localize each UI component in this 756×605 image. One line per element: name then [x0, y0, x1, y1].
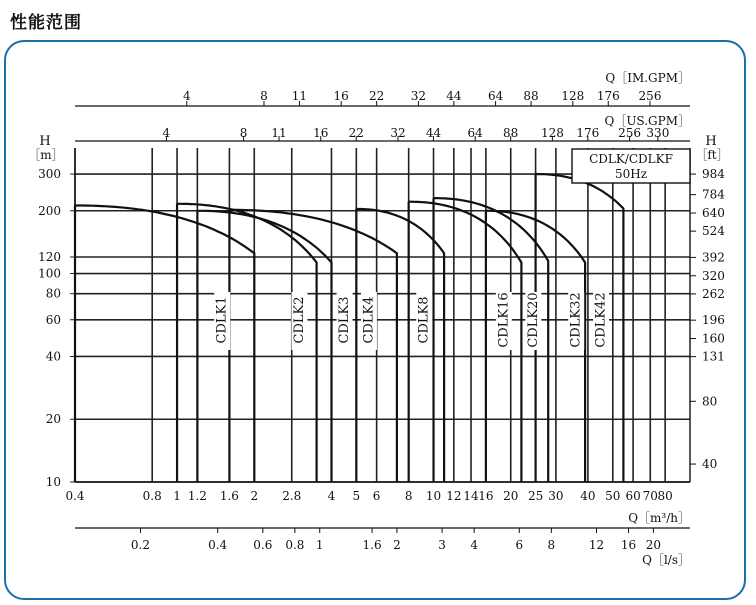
- ls-axis-title: Q［l/s］: [642, 553, 690, 567]
- x-tick-label: 10: [425, 489, 442, 503]
- us-gpm-axis-tick-label: 256: [618, 126, 642, 140]
- y-tick-label-right: 196: [702, 313, 725, 328]
- im-gpm-axis-tick-label: 32: [410, 89, 427, 103]
- x-tick-label: 20: [503, 489, 519, 503]
- y-tick-label-right: 784: [702, 187, 725, 202]
- us-gpm-axis-tick-label: 32: [390, 126, 406, 140]
- x-tick-label: 50: [605, 489, 621, 503]
- y-tick-label-right: 40: [702, 457, 718, 472]
- im-gpm-axis-tick-label: 22: [369, 89, 385, 103]
- x-tick-label: 8: [404, 489, 413, 503]
- im-gpm-axis-tick-label: 11: [291, 89, 308, 103]
- y-tick-label-right: 392: [702, 250, 725, 265]
- x-tick-label: 0.4: [65, 489, 85, 503]
- series-label: CDLK3: [337, 296, 353, 344]
- y-tick-label-right: 80: [702, 394, 718, 409]
- im-gpm-axis-tick-label: 88: [523, 89, 539, 103]
- y-tick-label-left: 10: [45, 475, 61, 489]
- x-tick-label: 6: [372, 489, 381, 503]
- x-tick-label: 2: [250, 489, 259, 503]
- y-axis-unit-left: ［m］: [28, 148, 64, 162]
- x-tick-label: 80: [657, 489, 673, 503]
- ls-axis-tick-label: 0.8: [285, 538, 305, 552]
- im-gpm-axis-tick-label: 4: [182, 89, 191, 103]
- y-tick-label-left: 60: [45, 312, 61, 327]
- ls-axis-tick-label: 8: [547, 538, 556, 552]
- ls-axis-tick-label: 1.6: [362, 538, 382, 552]
- us-gpm-axis-tick-label: 4: [162, 126, 171, 140]
- x-tick-label: 1.6: [219, 489, 239, 503]
- im-gpm-axis-tick-label: 176: [596, 89, 620, 103]
- x-tick-label: 60: [625, 489, 641, 503]
- y-tick-label-left: 40: [45, 349, 61, 364]
- y-tick-label-left: 100: [38, 266, 61, 281]
- ls-axis-tick-label: 1: [315, 538, 324, 552]
- series-label: CDLK16: [496, 292, 512, 348]
- series-label: CDLK42: [593, 292, 609, 348]
- y-tick-label-right: 160: [702, 331, 725, 346]
- ls-axis-tick-label: 12: [588, 538, 605, 552]
- us-gpm-axis-tick-label: 22: [348, 126, 364, 140]
- im-gpm-axis-tick-label: 64: [487, 89, 504, 103]
- series-label: CDLK20: [525, 292, 541, 348]
- series-label: CDLK4: [361, 296, 377, 344]
- ls-axis-tick-label: 20: [645, 538, 662, 552]
- y-axis-title-right: H: [705, 134, 717, 149]
- y-tick-label-left: 80: [45, 286, 61, 301]
- page-title: 性能范围: [10, 13, 82, 33]
- series-label: CDLK8: [416, 296, 432, 344]
- x-tick-label: 40: [580, 489, 596, 503]
- us-gpm-axis-title: Q［US.GPM］: [604, 114, 690, 128]
- y-tick-label-right: 984: [702, 167, 725, 182]
- us-gpm-axis-tick-label: 128: [540, 126, 564, 140]
- ls-axis-tick-label: 4: [470, 538, 478, 552]
- x-tick-label: 1.2: [187, 489, 207, 503]
- x-tick-label: 30: [548, 489, 564, 503]
- im-gpm-axis-tick-label: 16: [333, 89, 349, 103]
- y-tick-label-right: 262: [702, 286, 725, 301]
- y-tick-label-left: 20: [45, 412, 61, 427]
- im-gpm-axis-tick-label: 128: [561, 89, 585, 103]
- im-gpm-axis-title: Q［IM.GPM］: [605, 71, 690, 85]
- chart-title: CDLK/CDLKF: [589, 152, 673, 166]
- ls-axis-tick-label: 3: [438, 538, 446, 552]
- y-tick-label-right: 640: [702, 206, 725, 221]
- us-gpm-axis-tick-label: 11: [271, 126, 287, 140]
- us-gpm-axis-tick-label: 330: [646, 126, 670, 140]
- x-tick-label: 70: [642, 489, 658, 503]
- us-gpm-axis-tick-label: 88: [503, 126, 519, 140]
- y-axis-unit-right: ［ft］: [695, 148, 729, 162]
- im-gpm-axis-tick-label: 256: [638, 89, 662, 103]
- y-tick-label-right: 131: [702, 349, 725, 364]
- series-label: CDLK2: [291, 296, 307, 344]
- series-label: CDLK1: [214, 296, 230, 344]
- y-tick-label-right: 320: [702, 268, 725, 283]
- y-tick-label-left: 300: [38, 167, 61, 182]
- x-tick-label: 16: [478, 489, 494, 503]
- us-gpm-axis-tick-label: 16: [313, 126, 329, 140]
- im-gpm-axis-tick-label: 44: [446, 89, 462, 103]
- x-tick-label: 25: [527, 489, 544, 503]
- chart-subtitle: 50Hz: [614, 167, 648, 181]
- x-axis-title: Q［m³/h］: [628, 511, 690, 525]
- x-tick-label: 14: [463, 489, 479, 503]
- ls-axis-tick-label: 0.4: [208, 538, 228, 552]
- y-tick-label-left: 120: [38, 250, 61, 265]
- x-tick-label: 1: [173, 489, 181, 503]
- y-axis-title-left: H: [39, 134, 51, 149]
- us-gpm-axis-tick-label: 176: [576, 126, 600, 140]
- ls-axis-tick-label: 2: [393, 538, 401, 552]
- ls-axis-tick-label: 6: [515, 538, 524, 552]
- ls-axis-tick-label: 16: [620, 538, 637, 552]
- y-tick-label-left: 200: [38, 203, 61, 218]
- us-gpm-axis-tick-label: 64: [467, 126, 483, 140]
- im-gpm-axis-tick-label: 8: [260, 89, 268, 103]
- series-label: CDLK32: [568, 292, 584, 348]
- x-tick-label: 12: [446, 489, 462, 503]
- x-tick-label: 5: [352, 489, 361, 503]
- us-gpm-axis-tick-label: 8: [239, 126, 248, 140]
- x-tick-label: 2.8: [282, 489, 302, 503]
- x-tick-label: 4: [327, 489, 336, 503]
- x-tick-label: 0.8: [142, 489, 162, 503]
- ls-axis-tick-label: 0.6: [253, 538, 273, 552]
- y-tick-label-right: 524: [702, 224, 725, 239]
- us-gpm-axis-tick-label: 44: [425, 126, 442, 140]
- ls-axis-tick-label: 0.2: [130, 538, 151, 552]
